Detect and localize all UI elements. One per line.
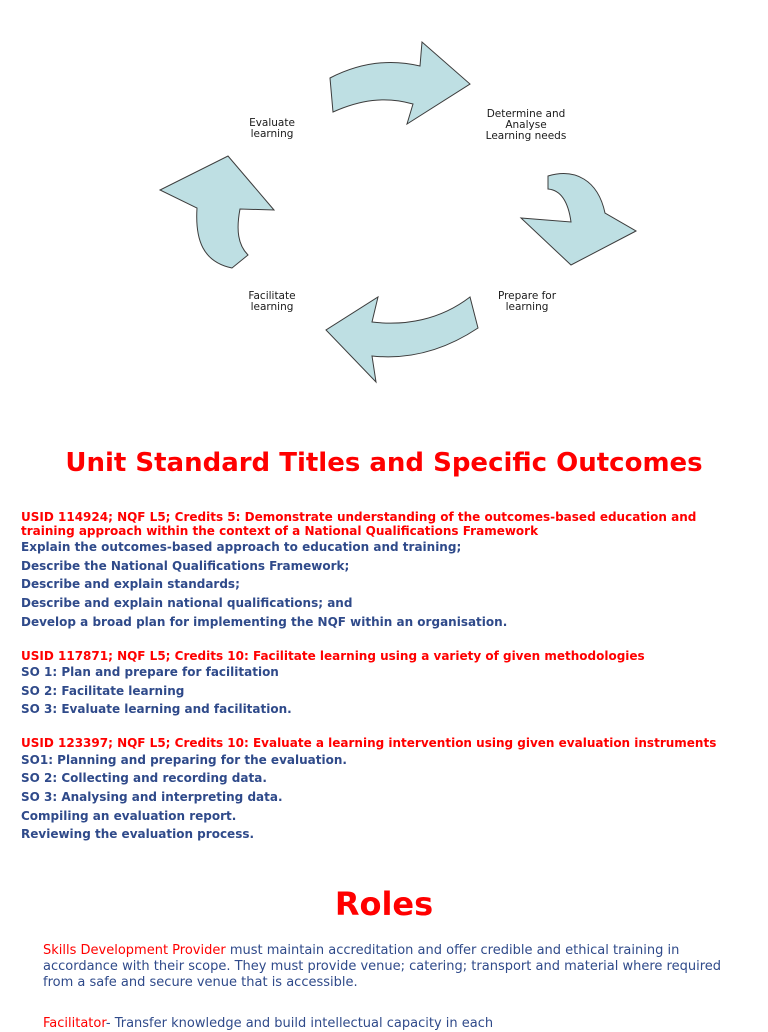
role-name: Facilitator [43, 1016, 106, 1031]
roles-title: Roles [334, 885, 434, 923]
unit-standard [21, 650, 751, 720]
outcome-item: Describe and explain national qualifications; and [21, 596, 353, 611]
outcome-item: SO 1: Plan and prepare for facilitation [21, 665, 279, 680]
unit-standard [21, 511, 751, 632]
outcome-item: SO 3: Evaluate learning and facilitation. [21, 702, 292, 717]
section-title: Unit Standard Titles and Specific Outcomes [65, 448, 703, 478]
outcome-item: SO 3: Analysing and interpreting data. [21, 790, 283, 805]
stage-facilitate: Facilitate learning [248, 290, 296, 313]
stage-determine: Determine and Analyse Learning needs [485, 108, 567, 142]
cycle-arrow-top [330, 42, 470, 124]
role-description: - Transfer knowledge and build intellectual capacity in each [105, 1016, 494, 1031]
cycle-arrows [0, 0, 768, 420]
role-facilitator [43, 1016, 733, 1032]
cycle-arrow-right [521, 174, 636, 265]
unit-standards-list [21, 511, 751, 862]
stage-prepare: Prepare for learning [497, 290, 557, 313]
outcome-item: Reviewing the evaluation process. [21, 827, 255, 842]
role-skills-development-provider [43, 943, 733, 991]
outcome-item: SO 2: Collecting and recording data. [21, 771, 267, 786]
cycle-arrow-left [160, 156, 274, 268]
outcome-item: Describe and explain standards; [21, 577, 240, 592]
cycle-arrow-bottom [326, 297, 478, 382]
stage-evaluate: Evaluate learning [249, 117, 295, 140]
role-name: Skills Development Provider [43, 943, 226, 958]
outcome-item: Describe the National Qualifications Framework; [21, 558, 350, 573]
outcome-item: SO1: Planning and preparing for the evaluation. [21, 752, 347, 767]
outcome-item: SO 2: Facilitate learning [21, 683, 185, 698]
outcome-item: Develop a broad plan for implementing the NQF within an organisation. [21, 614, 508, 629]
outcome-item: Explain the outcomes-based approach to education and training; [21, 540, 462, 554]
unit-standard [21, 737, 751, 844]
role-description: must maintain accreditation and offer credible and ethical training in accordance with their scope. They must provide venue; catering; transport and material where required from a safe and secure venue that is accessible. [43, 943, 722, 990]
unit-heading: USID 114924; NQF L5; Credits 5: Demonstrate understanding of the outcomes-based education and training approach within the context of a National Qualifications Framework [21, 510, 697, 538]
learning-cycle-diagram [0, 0, 768, 420]
unit-heading: USID 123397; NQF L5; Credits 10: Evaluate a learning intervention using given evaluation instruments [21, 736, 717, 751]
unit-heading: USID 117871; NQF L5; Credits 10: Facilitate learning using a variety of given methodologies [21, 648, 645, 663]
outcome-item: Compiling an evaluation report. [21, 808, 237, 823]
